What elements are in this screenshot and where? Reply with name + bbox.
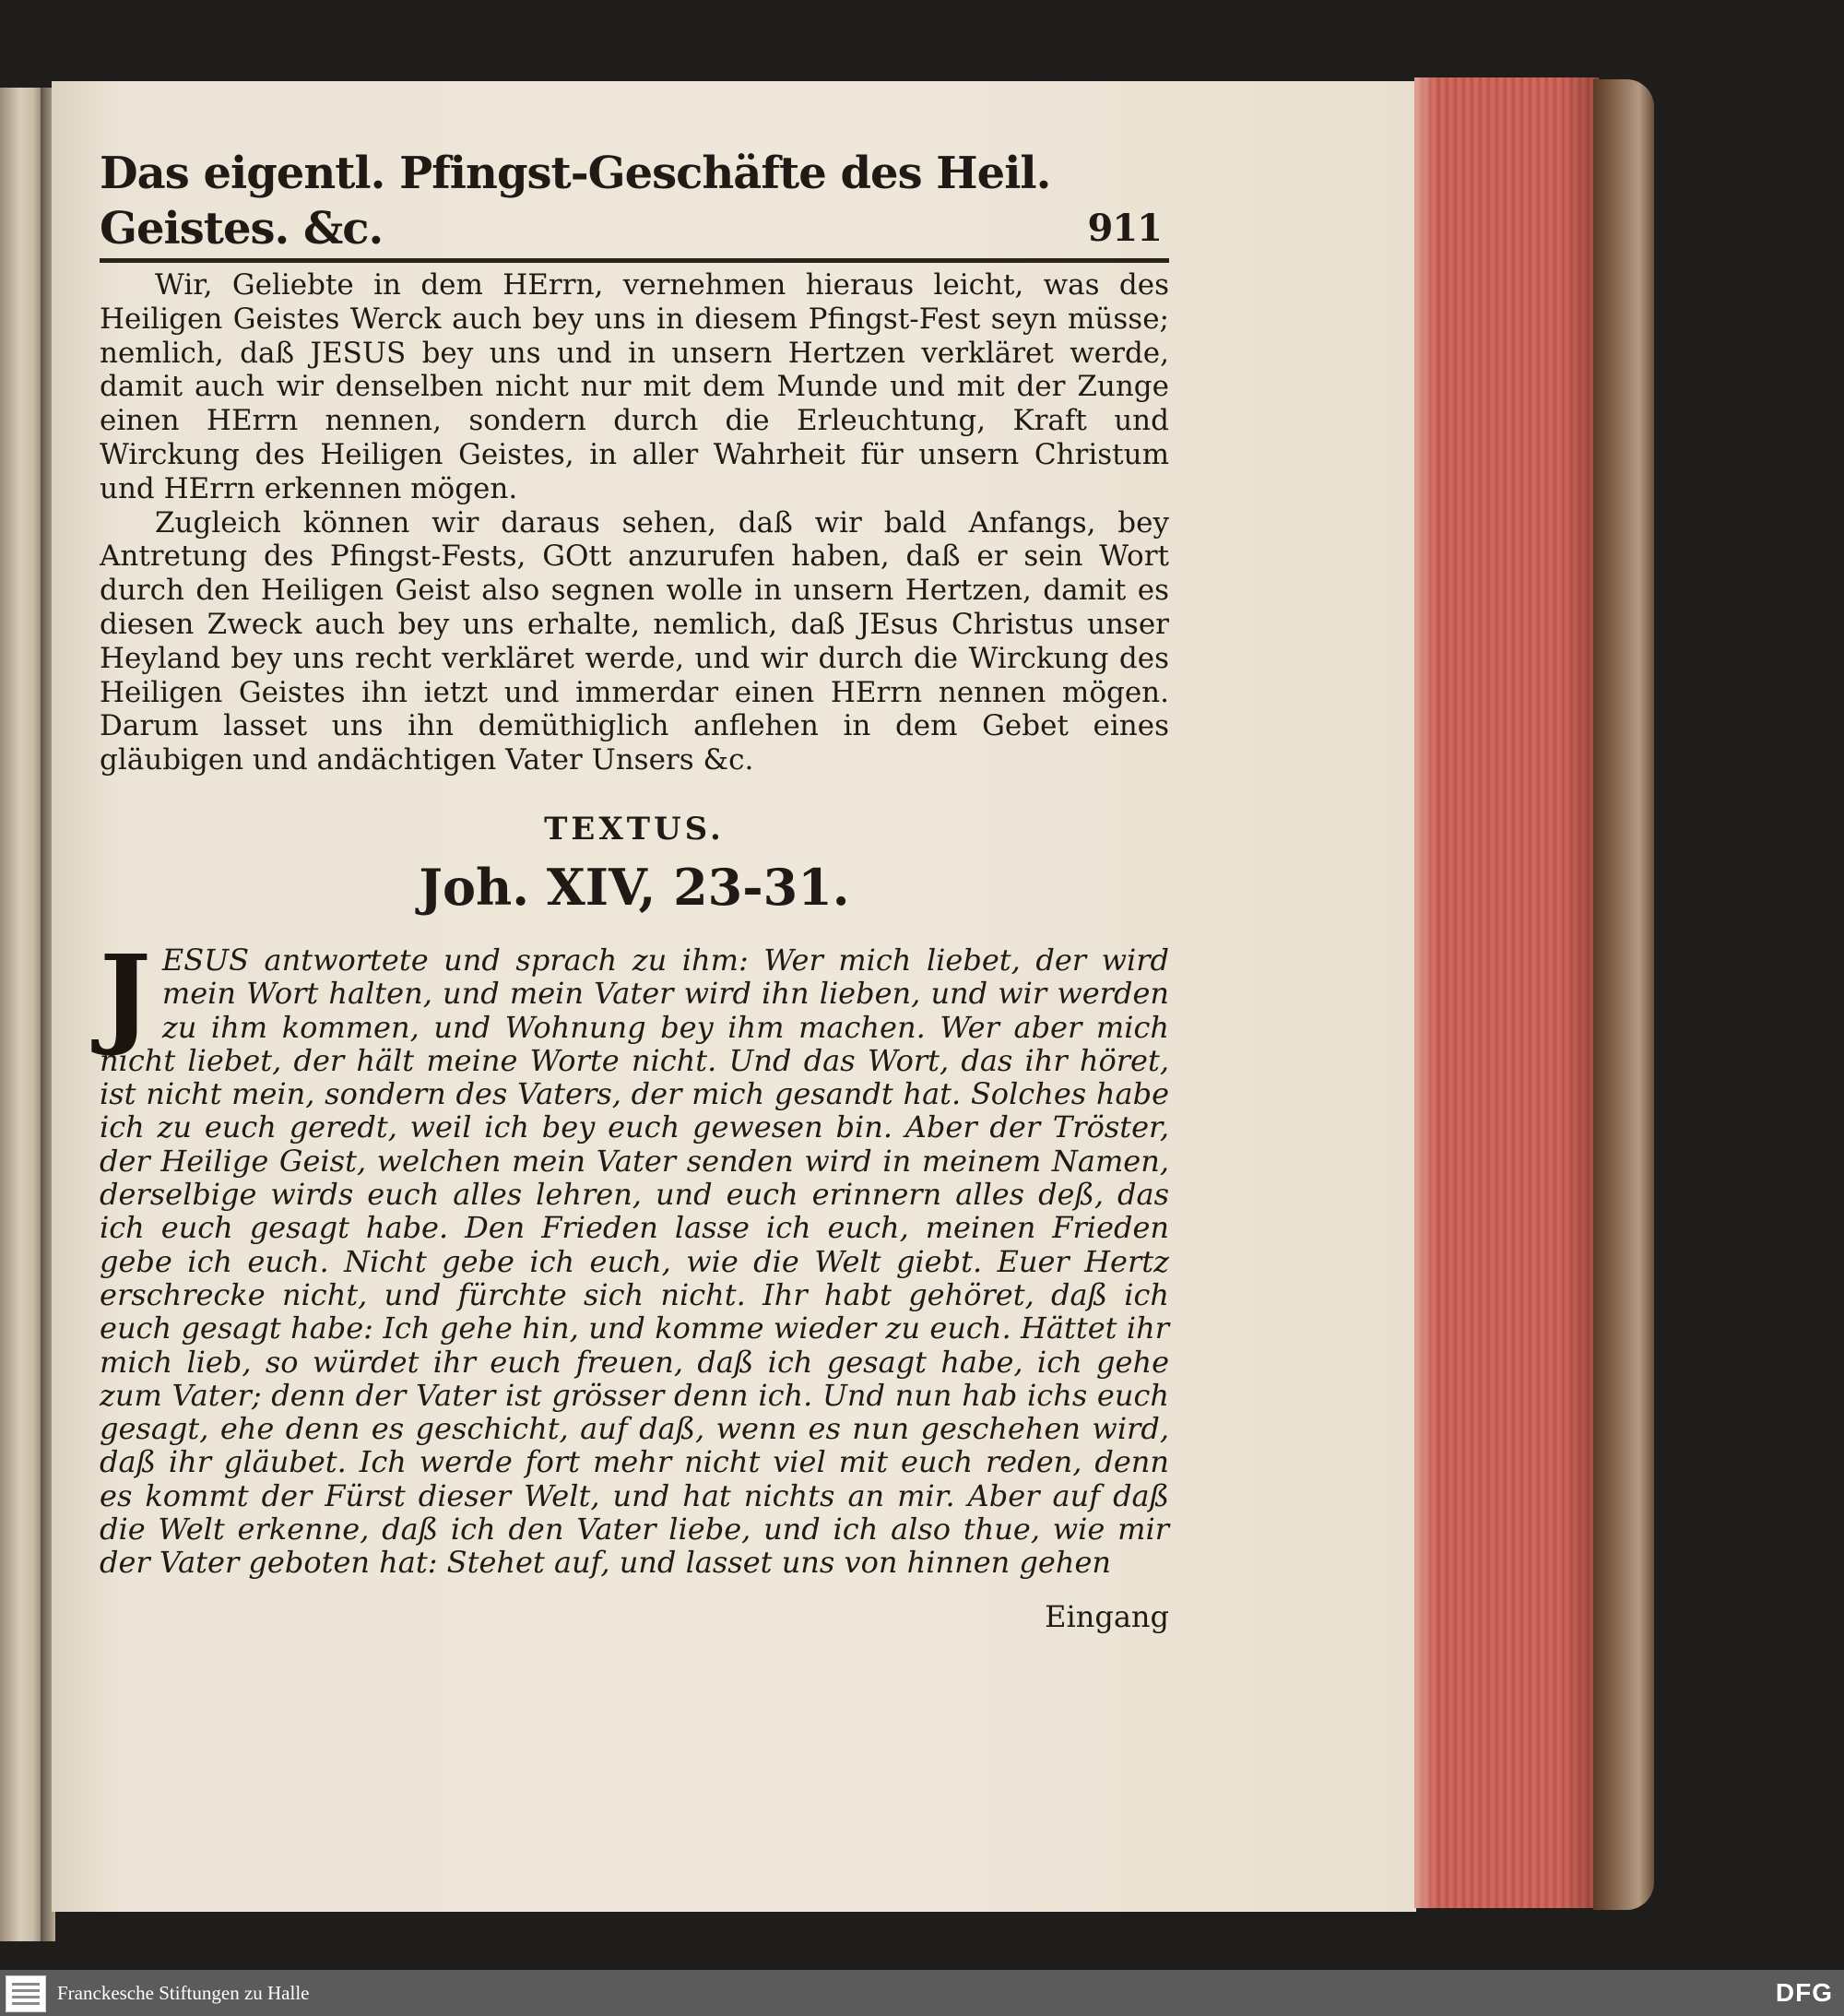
gospel-text: ESUS antwortete und sprach zu ihm: Wer mich liebet, der wird mein Wort halten, und mein Vater wird ihn lieben, und wir werden zu ihm kommen, und Wohnung bey ihm machen. Wer aber mich nicht liebet, der hält meine Worte nicht. Und das Wort, das ihr höret, ist nicht mein, sondern des Vaters, der mich gesandt hat. Solches habe ich zu euch geredt, weil ich bey euch gewesen bin. Aber der Tröster, der Heilige Geist, welchen mein Vater senden wird in meinem Namen, derselbige wirds euch alles lehren, und euch erinnern alles deß, das ich euch gesagt habe. Den Frieden lasse ich euch, meinen Frieden gebe ich euch. Nicht gebe ich euch, wie die Welt giebt. Euer Hertz erschrecke nicht, und fürchte sich nicht. Ihr habt gehöret, daß ich euch gesagt habe: Ich gehe hin, und komme wieder zu euch. Hättet ihr mich lieb, so würdet ihr euch freuen, daß ich gesagt habe, ich gehe zum Vater; denn der Vater ist grösser denn ich. Und nun hab ichs euch gesagt, ehe denn es geschicht, auf daß, wenn es nun geschehen wird, daß ihr gläubet. Ich werde fort mehr nicht viel mit euch reden, denn es kommt der Fürst dieser Welt, und hat nichts an mir. Aber auf daß die Welt erkenne, daß ich den Vater liebe, und ich also thue, wie mir der Vater geboten hat: Stehet auf, und lasset uns von hinnen gehen xyxy=(100,942,1169,1581)
head-rule xyxy=(100,258,1169,263)
gospel-text-block xyxy=(100,930,1169,1581)
left-page-edge xyxy=(0,88,44,1941)
dfg-logo: DFG xyxy=(1775,1978,1833,2007)
running-head xyxy=(100,148,1169,256)
textus-reference: Joh. XIV, 23-31. xyxy=(419,857,850,917)
fore-edge-shading xyxy=(1414,77,1599,1908)
sermon-paragraph-2: Zugleich können wir daraus sehen, daß wir bald Anfangs, bey Antretung des Pfingst-Fests, GOtt anzurufen haben, daß er sein Wort durch den Heiligen Geist also segnen wolle in unsern Hertzen, damit es diesen Zweck auch bey uns erhalte, nemlich, daß JEsus Christus unser Heyland bey uns recht verkläret werde, und wir durch die Wirckung des Heiligen Geistes ihn ietzt und immerdar einen HErrn nennen mögen. Darum lasset uns ihn demüthiglich anflehen in dem Gebet eines gläubigen und andächtigen Vater Unsers &c. xyxy=(100,505,1169,777)
running-head-title: Das eigentl. Pfingst-Geschäfte des Heil. Geistes. &c. xyxy=(100,148,1051,255)
page-content xyxy=(100,148,1169,1635)
institution-name: Franckesche Stiftungen zu Halle xyxy=(57,1982,310,2004)
page-number: 911 xyxy=(1087,207,1162,250)
book-cover-edge xyxy=(1593,79,1654,1910)
textus-label: TEXTUS. xyxy=(544,810,725,848)
viewer-footer xyxy=(0,1970,1844,2016)
francke-foundation-logo-icon xyxy=(6,1975,46,2012)
catchword: Eingang xyxy=(1045,1598,1169,1634)
drop-cap: J xyxy=(100,930,151,1059)
sermon-paragraph-1: Wir, Geliebte in dem HErrn, vernehmen hieraus leicht, was des Heiligen Geistes Werck auch bey uns in diesem Pfingst-Fest seyn müsse; nemlich, daß JESUS bey uns und in unsern Hertzen verkläret werde, damit auch wir denselben nicht nur mit dem Munde und mit der Zunge einen HErrn nennen, sondern durch die Erleuchtung, Kraft und Wirckung des Heiligen Geistes, in aller Wahrheit für unsern Christum und HErrn erkennen mögen. xyxy=(100,268,1169,505)
